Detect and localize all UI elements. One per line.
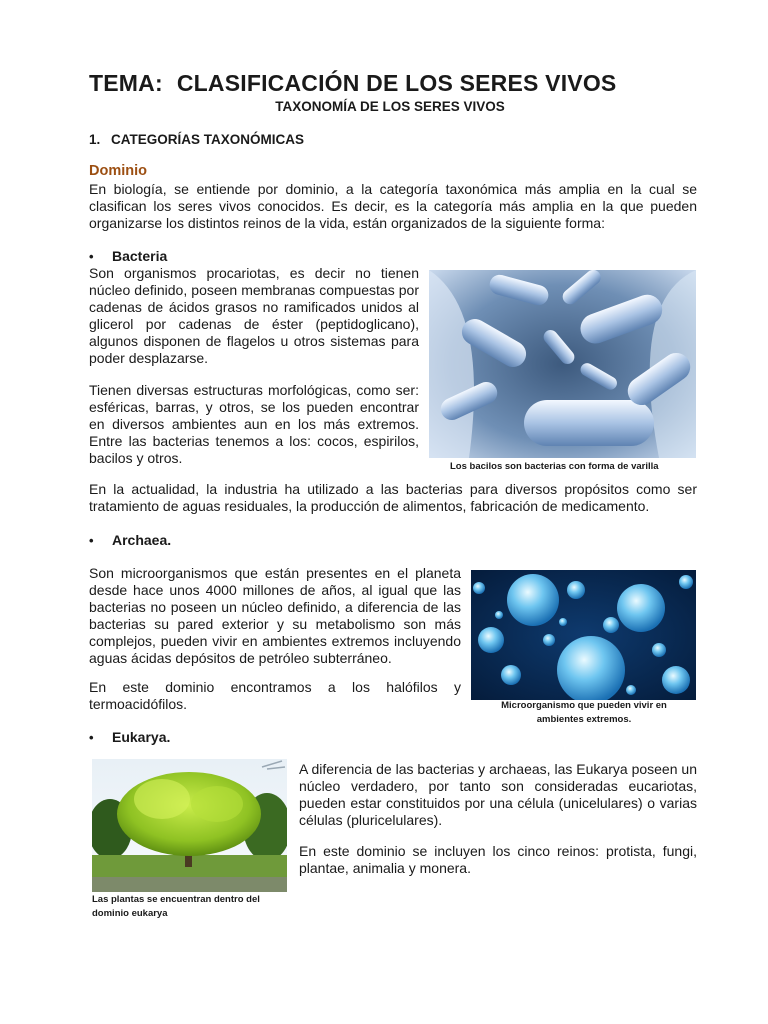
title-prefix: TEMA:: [89, 70, 163, 96]
section-title: CATEGORÍAS TAXONÓMICAS: [111, 132, 305, 147]
tree-image: [92, 759, 287, 892]
eukarya-paragraph-1: A diferencia de las bacterias y archaeas, las Eukarya poseen un núcleo verdadero, por tanto son consideradas eucariotas, pueden estar constituidos por una célula (unicelulares) o varias células (pluricelulares).: [299, 761, 697, 828]
bacilli-image: [429, 270, 696, 458]
bacteria-paragraph-3: En la actualidad, la industria ha utilizado a las bacterias para diversos propósitos como ser tratamiento de aguas residuales, la producción de alimentos, fabricación de medicamento.: [89, 481, 697, 514]
bacteria-heading-label: Bacteria: [112, 248, 168, 264]
archaea-paragraph-1: Son microorganismos que están presentes en el planeta desde hace unos 4000 millones de años, al igual que las bacterias no poseen un núcleo definido, a diferencia de las bacterias su pared exterior y su metabolismo son más complejos, pueden vivir en ambientes extremos incluyendo aguas ácidas depósitos de petróleo subterráneo.: [89, 565, 461, 666]
bacteria-paragraph-1: Son organismos procariotas, es decir no tienen núcleo definido, poseen membranas compuestas por cadenas de ácidos grasos no ramificados unidos al glicerol por cadenas de éster (peptidoglicano), algunos disponen de flagelos u otros sistemas para poder desplazarse.: [89, 265, 419, 366]
tree-caption: Las plantas se encuentran dentro del dominio eukarya: [92, 894, 260, 919]
archaea-heading-label: Archaea.: [112, 532, 172, 548]
section-number: 1.: [89, 132, 101, 147]
bullet-icon: •: [89, 249, 94, 264]
microorganisms-image: [471, 570, 696, 700]
page-subtitle: TAXONOMÍA DE LOS SERES VIVOS: [275, 99, 505, 114]
section-heading: [89, 132, 304, 147]
eukarya-heading: [89, 729, 170, 745]
eukarya-paragraph-2: En este dominio se incluyen los cinco reinos: protista, fungi, plantae, animalia y monera.: [299, 843, 697, 876]
microorganisms-caption: Microorganismo que pueden vivir en ambientes extremos.: [501, 700, 667, 725]
eukarya-heading-label: Eukarya.: [112, 729, 171, 745]
bacilli-caption: Los bacilos son bacterias con forma de varilla: [450, 461, 659, 472]
bullet-icon: •: [89, 730, 94, 745]
bacteria-heading: [89, 248, 167, 264]
bullet-icon: •: [89, 533, 94, 548]
bacteria-paragraph-2: Tienen diversas estructuras morfológicas, como ser: esféricas, barras, y otros, se los pueden encontrar en diversos ambientes aun en los más extremos. Entre las bacterias tenemos a los: cocos, espirilos, bacilos y otros.: [89, 382, 419, 466]
dominio-intro: En biología, se entiende por dominio, a la categoría taxonómica más amplia en la cual se clasifican los seres vivos conocidos. Es decir, es la categoría más amplia en la que pueden organizarse los distintos reinos de la vida, están organizados de la siguiente forma:: [89, 181, 697, 231]
dominio-heading: Dominio: [89, 163, 147, 179]
archaea-heading: [89, 532, 171, 548]
archaea-paragraph-2: En este dominio encontramos a los halófilos y termoacidófilos.: [89, 679, 461, 712]
page-title: [89, 70, 616, 97]
title-main: CLASIFICACIÓN DE LOS SERES VIVOS: [176, 70, 617, 96]
